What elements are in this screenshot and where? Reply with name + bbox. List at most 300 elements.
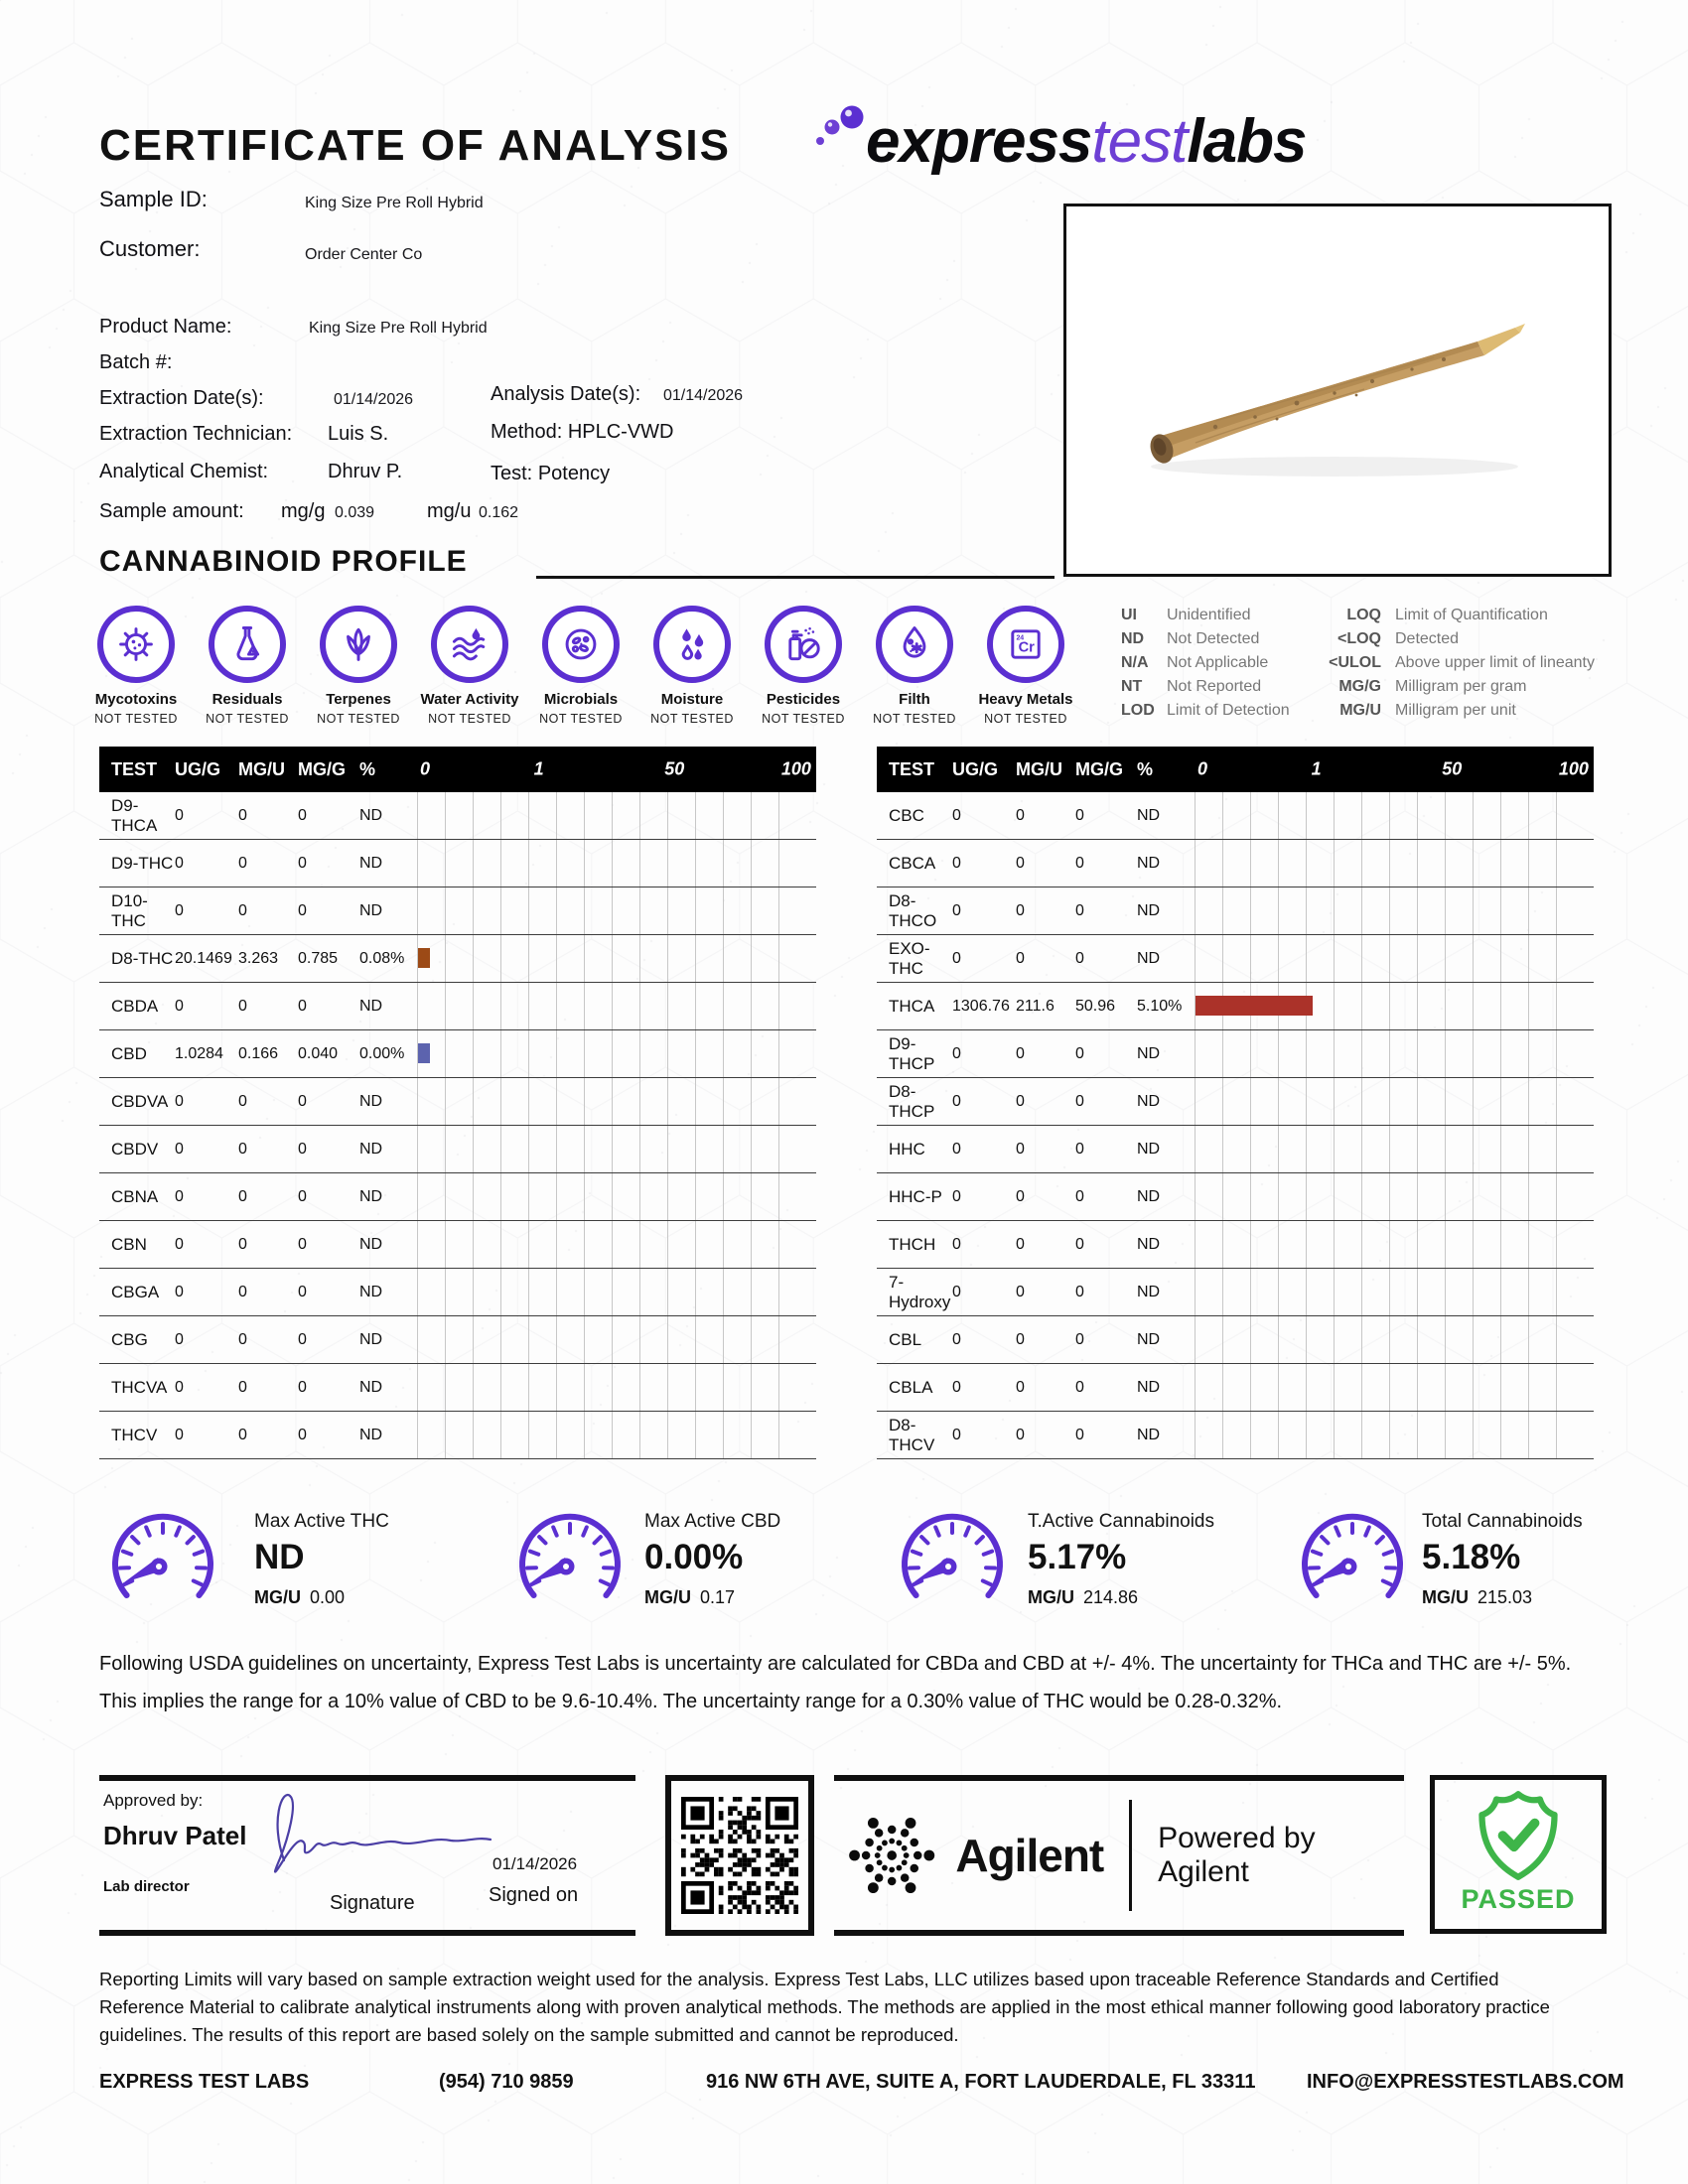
icon-status: NOT TESTED	[539, 712, 623, 726]
approver-title: Lab director	[103, 1878, 190, 1895]
cell-name: CBL	[889, 1329, 922, 1349]
pesticides-icon	[765, 606, 842, 683]
gauge-icon-1	[104, 1511, 221, 1619]
bar-chart-cell	[417, 1316, 802, 1363]
col-mgu: MG/U	[1016, 758, 1062, 779]
cell-mgg: 0	[298, 901, 307, 919]
table-row-CBGA	[99, 1269, 816, 1316]
table-row-7-Hydroxy	[877, 1269, 1594, 1316]
cell-pct: 5.10%	[1137, 997, 1183, 1015]
col-mgu: MG/U	[238, 758, 285, 779]
cell-mgg: 0	[1075, 854, 1084, 872]
cell-pct: ND	[1137, 901, 1161, 919]
table-row-CBDA	[99, 983, 816, 1030]
cell-mgg: 0	[298, 1187, 307, 1205]
cell-pct: ND	[1137, 1378, 1161, 1396]
cell-ugg: 0	[952, 1092, 961, 1110]
footer-phone: (954) 710 9859	[439, 2071, 574, 2093]
table-row-D8-THCP	[877, 1078, 1594, 1126]
cell-mgg: 0	[1075, 1378, 1084, 1396]
cell-pct: ND	[1137, 806, 1161, 824]
heavy-metals-icon	[987, 606, 1064, 683]
bar-chart-cell	[417, 1078, 802, 1125]
cell-mgu: 0	[238, 1235, 247, 1253]
cell-ugg: 0	[952, 854, 961, 872]
legend-definition: Unidentified	[1167, 607, 1251, 623]
table-row-CBN	[99, 1221, 816, 1269]
mgg-value: 0.039	[335, 504, 375, 521]
cell-mgu: 0	[238, 1426, 247, 1443]
cell-pct: ND	[1137, 1044, 1161, 1062]
profile-item-pesticides	[752, 606, 855, 726]
product-name-label: Product Name:	[99, 316, 232, 338]
cell-name: D9-THCP	[889, 1033, 935, 1073]
chart-scale	[1195, 747, 1594, 792]
cell-name: D9-THCA	[111, 795, 158, 835]
bar-chart-cell	[417, 983, 802, 1029]
legend-definition: Above upper limit of lineanty	[1395, 654, 1595, 671]
icon-label: Water Activity	[420, 691, 519, 708]
cell-name: CBD	[111, 1043, 147, 1063]
cell-ugg: 20.1469	[175, 949, 232, 967]
cell-pct: ND	[359, 1092, 383, 1110]
logo-bubbles-icon	[814, 105, 866, 157]
profile-item-water-activity	[418, 606, 521, 726]
legend-definition: Not Applicable	[1167, 654, 1269, 671]
cell-mgg: 0	[298, 1235, 307, 1253]
microbials-icon	[542, 606, 620, 683]
cell-mgg: 0.785	[298, 949, 339, 967]
legend-column-2	[1316, 604, 1595, 723]
bar-chart-cell	[1195, 1078, 1580, 1125]
cell-name: CBDVA	[111, 1091, 169, 1111]
icon-status: NOT TESTED	[762, 712, 845, 726]
pre-roll-photo	[1066, 206, 1603, 568]
legend-row	[1316, 604, 1595, 627]
legend-row	[1121, 604, 1316, 627]
legend-row	[1316, 699, 1595, 723]
cell-name: HHC-P	[889, 1186, 942, 1206]
bar-chart-cell	[1195, 887, 1580, 934]
cell-mgu: 0	[1016, 1378, 1025, 1396]
cell-mgg: 0	[298, 1092, 307, 1110]
legend-row	[1121, 651, 1316, 675]
table-row-CBNA	[99, 1173, 816, 1221]
bar-chart-cell	[417, 887, 802, 934]
cell-ugg: 0	[175, 1092, 184, 1110]
bar-chart-cell	[417, 840, 802, 887]
method-label: Method:	[491, 421, 563, 443]
gauge-title: Max Active THC	[254, 1511, 389, 1532]
cell-mgu: 0	[1016, 1426, 1025, 1443]
cell-ugg: 0	[175, 1140, 184, 1158]
moisture-icon	[653, 606, 731, 683]
bar-chart-cell	[417, 1126, 802, 1172]
bar-chart-cell	[1195, 935, 1580, 982]
col-test: TEST	[111, 758, 158, 779]
unit-value: 0.00	[310, 1587, 346, 1607]
test-line	[491, 463, 610, 485]
cell-pct: ND	[1137, 1330, 1161, 1348]
profile-item-terpenes	[307, 606, 410, 726]
legend-definition: Detected	[1395, 630, 1460, 647]
bar-chart-cell	[1195, 792, 1580, 839]
customer-value: Order Center Co	[305, 246, 423, 263]
agilent-wordmark: Agilent	[955, 1830, 1104, 1881]
scale-50: 50	[664, 758, 685, 779]
approved-by-label: Approved by:	[103, 1791, 204, 1810]
legend-definition: Milligram per gram	[1395, 678, 1527, 695]
cell-mgg: 0	[298, 1140, 307, 1158]
cell-pct: ND	[359, 1426, 383, 1443]
profile-item-moisture	[640, 606, 744, 726]
cell-name: CBNA	[111, 1186, 159, 1206]
footer-company: EXPRESS TEST LABS	[99, 2071, 310, 2093]
sample-amount-label: Sample amount:	[99, 500, 244, 522]
sample-id-value: King Size Pre Roll Hybrid	[305, 195, 484, 211]
analysis-date-value: 01/14/2026	[663, 387, 744, 404]
unit-value: 0.17	[700, 1587, 736, 1607]
cannabinoid-profile-heading: CANNABINOID PROFILE	[99, 545, 468, 578]
table-row-EXO-THC	[877, 935, 1594, 983]
unit-value: 214.86	[1083, 1587, 1139, 1607]
bar-chart-cell	[1195, 1221, 1580, 1268]
heading-rule	[536, 576, 1055, 579]
cell-mgu: 0	[1016, 901, 1025, 919]
legend-term: N/A	[1121, 654, 1149, 671]
legend-definition: Limit of Quantification	[1395, 607, 1548, 623]
cell-pct: ND	[1137, 1092, 1161, 1110]
table-row-THCVA	[99, 1364, 816, 1412]
table-row-CBL	[877, 1316, 1594, 1364]
cell-ugg: 0	[952, 1330, 961, 1348]
bar-chart-cell	[417, 1412, 802, 1458]
table-row-D9-THCA	[99, 792, 816, 840]
scale-50: 50	[1442, 758, 1463, 779]
table-row-CBD	[99, 1030, 816, 1078]
cell-pct: ND	[359, 1187, 383, 1205]
cell-name: D10-THC	[111, 890, 148, 930]
cell-mgu: 0	[238, 1283, 247, 1300]
cell-mgu: 0	[1016, 1283, 1025, 1300]
table-row-HHC	[877, 1126, 1594, 1173]
gauge-title: Max Active CBD	[644, 1511, 781, 1532]
bar-chart-cell	[417, 1030, 802, 1077]
cell-name: D8-THCO	[889, 890, 937, 930]
icon-status: NOT TESTED	[206, 712, 289, 726]
icon-status: NOT TESTED	[317, 712, 400, 726]
cell-ugg: 1306.76	[952, 997, 1010, 1015]
legend-definition: Milligram per unit	[1395, 702, 1516, 719]
table-row-CBDV	[99, 1126, 816, 1173]
cell-ugg: 0	[175, 1378, 184, 1396]
table-body	[99, 792, 816, 1459]
cell-pct: ND	[359, 1235, 383, 1253]
analyte-bar	[418, 948, 430, 968]
col-ugg: UG/G	[175, 758, 221, 779]
cell-mgu: 0	[1016, 1092, 1025, 1110]
product-photo-frame	[1063, 204, 1612, 577]
profile-item-filth	[863, 606, 966, 726]
bar-chart-cell	[1195, 1269, 1580, 1315]
bar-chart-cell	[1195, 1412, 1580, 1458]
icon-label: Residuals	[211, 691, 283, 708]
extraction-tech-label: Extraction Technician:	[99, 423, 293, 445]
cell-ugg: 0	[175, 806, 184, 824]
table-row-D9-THC	[99, 840, 816, 887]
cell-ugg: 0	[952, 901, 961, 919]
cell-name: CBC	[889, 805, 924, 825]
legend-row	[1316, 627, 1595, 651]
cell-ugg: 0	[952, 1044, 961, 1062]
analyte-bar	[418, 1043, 430, 1063]
cell-ugg: 0	[952, 806, 961, 824]
cell-pct: ND	[359, 1378, 383, 1396]
cell-name: THCH	[889, 1234, 936, 1254]
cell-ugg: 0	[175, 854, 184, 872]
cell-mgu: 0	[238, 997, 247, 1015]
passed-shield-icon	[1474, 1788, 1563, 1883]
passed-label: PASSED	[1461, 1884, 1576, 1914]
legend-row	[1121, 675, 1316, 699]
table-row-CBCA	[877, 840, 1594, 887]
cell-mgg: 0	[1075, 1187, 1084, 1205]
gauge-value: 5.18%	[1422, 1538, 1521, 1576]
batch-label: Batch #:	[99, 351, 173, 373]
filth-icon	[876, 606, 953, 683]
chemist-label: Analytical Chemist:	[99, 461, 269, 482]
cell-mgu: 0	[238, 1140, 247, 1158]
cell-mgg: 0	[298, 1283, 307, 1300]
scale-100: 100	[780, 758, 811, 779]
gauge-unit	[644, 1587, 780, 1608]
logo-test: test	[1091, 107, 1188, 176]
table-row-THCA	[877, 983, 1594, 1030]
cannabinoid-table-left	[99, 747, 816, 1459]
bar-chart-cell	[417, 935, 802, 982]
table-header	[99, 747, 816, 792]
signature-label: Signature	[330, 1892, 415, 1914]
icon-label: Filth	[899, 691, 930, 708]
cell-pct: ND	[1137, 1235, 1161, 1253]
cell-mgg: 0	[1075, 1140, 1084, 1158]
cell-ugg: 0	[175, 1426, 184, 1443]
passed-badge	[1430, 1775, 1607, 1934]
cell-ugg: 0	[952, 1378, 961, 1396]
footer-email: INFO@EXPRESSTESTLABS.COM	[1307, 2071, 1624, 2093]
gauge-unit	[254, 1587, 389, 1608]
cell-mgu: 3.263	[238, 949, 279, 967]
bar-chart-cell	[417, 1364, 802, 1411]
cell-mgu: 0	[238, 854, 247, 872]
gauge-title: T.Active Cannabinoids	[1028, 1511, 1214, 1532]
cell-mgg: 0	[1075, 1426, 1084, 1443]
uncertainty-disclaimer: Following USDA guidelines on uncertainty, Express Test Labs is uncertainty are calculated for CBDa and CBD at +/- 4%. The uncertainty for THCa and THC are +/- 5%. This implies the range for a 10% value of CBD to be 9.6-10.4%. The uncertainty range for a 0.30% value of THC would be 0.28-0.32%.	[99, 1653, 1572, 1712]
chemist-value: Dhruv P.	[328, 461, 403, 482]
table-row-D10-THC	[99, 887, 816, 935]
unit-label: MG/U	[1422, 1587, 1469, 1607]
legend-definition: Limit of Detection	[1167, 702, 1290, 719]
terpenes-icon	[320, 606, 397, 683]
cell-mgu: 0	[1016, 1044, 1025, 1062]
cell-mgg: 0	[298, 854, 307, 872]
icon-label: Microbials	[543, 691, 619, 708]
mgu-value: 0.162	[479, 504, 519, 521]
approver-name: Dhruv Patel	[103, 1821, 247, 1850]
cell-mgg: 0	[1075, 1092, 1084, 1110]
cell-mgg: 0	[1075, 949, 1084, 967]
table-row-CBC	[877, 792, 1594, 840]
abbreviation-legend	[1121, 604, 1595, 723]
scale-0: 0	[420, 758, 431, 779]
table-body	[877, 792, 1594, 1459]
cell-ugg: 0	[175, 1330, 184, 1348]
brand-logo	[866, 103, 1306, 183]
scale-0: 0	[1197, 758, 1208, 779]
cell-pct: ND	[1137, 1140, 1161, 1158]
col-pct: %	[1137, 758, 1154, 779]
table-row-HHC-P	[877, 1173, 1594, 1221]
test-value: Potency	[537, 463, 611, 484]
cell-name: CBDA	[111, 996, 159, 1016]
scale-1: 1	[533, 758, 544, 779]
legend-term: <ULOL	[1329, 654, 1381, 671]
legend-term: UI	[1121, 607, 1137, 623]
cell-name: D8-THCV	[889, 1415, 935, 1454]
unit-label: MG/U	[644, 1587, 691, 1607]
powered-by-agilent: Powered by Agilent	[1158, 1822, 1316, 1888]
cell-ugg: 0	[952, 1235, 961, 1253]
cell-mgg: 0	[298, 1378, 307, 1396]
bar-chart-cell	[1195, 1173, 1580, 1220]
col-pct: %	[359, 758, 376, 779]
customer-label: Customer:	[99, 236, 201, 261]
test-label: Test:	[491, 463, 533, 484]
bar-chart-cell	[1195, 983, 1580, 1029]
cell-pct: ND	[1137, 1283, 1161, 1300]
table-row-CBDVA	[99, 1078, 816, 1126]
water-activity-icon	[431, 606, 508, 683]
cell-name: CBN	[111, 1234, 147, 1254]
legend-row	[1121, 627, 1316, 651]
table-row-D9-THCP	[877, 1030, 1594, 1078]
legend-term: LOD	[1121, 702, 1155, 719]
mgu-label: mg/u	[427, 500, 472, 522]
cell-mgg: 0	[298, 1426, 307, 1443]
cell-pct: ND	[359, 1140, 383, 1158]
gauge-icon-2	[511, 1511, 629, 1619]
bar-chart-cell	[417, 1221, 802, 1268]
method-value: HPLC-VWD	[567, 421, 674, 443]
cell-mgu: 0	[1016, 1235, 1025, 1253]
cell-mgu: 0	[238, 1187, 247, 1205]
table-row-CBG	[99, 1316, 816, 1364]
svg-text:Cr: Cr	[1018, 639, 1035, 656]
cell-pct: ND	[1137, 854, 1161, 872]
legend-definition: Not Detected	[1167, 630, 1260, 647]
cell-pct: ND	[1137, 1426, 1161, 1443]
table-row-D8-THCV	[877, 1412, 1594, 1459]
cell-ugg: 0	[952, 1426, 961, 1443]
cell-name: CBDV	[111, 1139, 159, 1159]
cell-name: D9-THC	[111, 853, 174, 873]
divider	[1129, 1800, 1132, 1911]
agilent-starburst-icon	[842, 1804, 941, 1907]
cell-mgu: 0	[238, 806, 247, 824]
cell-name: D8-THC	[111, 948, 174, 968]
profile-item-heavy-metals	[974, 606, 1077, 726]
cell-mgu: 0	[238, 1092, 247, 1110]
legend-term: MG/U	[1339, 702, 1381, 719]
gauge-icon-4	[1294, 1511, 1411, 1619]
icon-label: Heavy Metals	[978, 691, 1073, 708]
gauge-unit	[1422, 1587, 1583, 1608]
cell-ugg: 0	[175, 997, 184, 1015]
profile-item-residuals	[196, 606, 299, 726]
cell-mgu: 0	[238, 1330, 247, 1348]
page-title: CERTIFICATE OF ANALYSIS	[99, 121, 731, 170]
cell-ugg: 0	[952, 1140, 961, 1158]
legend-definition: Not Reported	[1167, 678, 1262, 695]
icon-label: Mycotoxins	[94, 691, 178, 708]
cell-mgu: 0	[238, 901, 247, 919]
cell-pct: ND	[359, 1283, 383, 1300]
table-row-D8-THCO	[877, 887, 1594, 935]
cell-pct: 0.00%	[359, 1044, 405, 1062]
bar-chart-cell	[417, 792, 802, 839]
cell-ugg: 0	[175, 1187, 184, 1205]
mgg-label: mg/g	[281, 500, 326, 522]
table-header	[877, 747, 1594, 792]
cell-name: CBLA	[889, 1377, 933, 1397]
legend-column-1	[1121, 604, 1316, 723]
gauge-value: 5.17%	[1028, 1538, 1127, 1576]
icon-label: Pesticides	[766, 691, 841, 708]
bar-chart-cell	[1195, 1126, 1580, 1172]
cell-name: THCVA	[111, 1377, 168, 1397]
cell-mgg: 0	[298, 997, 307, 1015]
logo-express: express	[866, 107, 1092, 176]
cell-name: THCV	[111, 1425, 158, 1444]
cell-pct: 0.08%	[359, 949, 405, 967]
chart-scale	[417, 747, 816, 792]
unit-label: MG/U	[254, 1587, 301, 1607]
col-mgg: MG/G	[298, 758, 346, 779]
icon-status: NOT TESTED	[650, 712, 734, 726]
legend-row	[1121, 699, 1316, 723]
cell-mgu: 0	[1016, 1187, 1025, 1205]
icon-status: NOT TESTED	[94, 712, 178, 726]
cell-ugg: 0	[952, 949, 961, 967]
gauge-text-4	[1422, 1511, 1583, 1608]
cell-mgu: 0	[1016, 854, 1025, 872]
cell-mgg: 0	[298, 806, 307, 824]
qr-code-box	[665, 1775, 814, 1936]
icon-status: NOT TESTED	[984, 712, 1067, 726]
cell-mgu: 0	[1016, 806, 1025, 824]
icon-label: Terpenes	[326, 691, 391, 708]
legend-term: LOQ	[1346, 607, 1381, 623]
signed-on-label: Signed on	[489, 1884, 579, 1906]
gauge-value: ND	[254, 1538, 305, 1576]
scale-1: 1	[1311, 758, 1322, 779]
cell-pct: ND	[1137, 949, 1161, 967]
cell-mgg: 0	[1075, 901, 1084, 919]
icon-status: NOT TESTED	[873, 712, 956, 726]
cell-name: CBCA	[889, 853, 936, 873]
gauge-text-3	[1028, 1511, 1214, 1608]
cell-ugg: 0	[175, 1283, 184, 1300]
